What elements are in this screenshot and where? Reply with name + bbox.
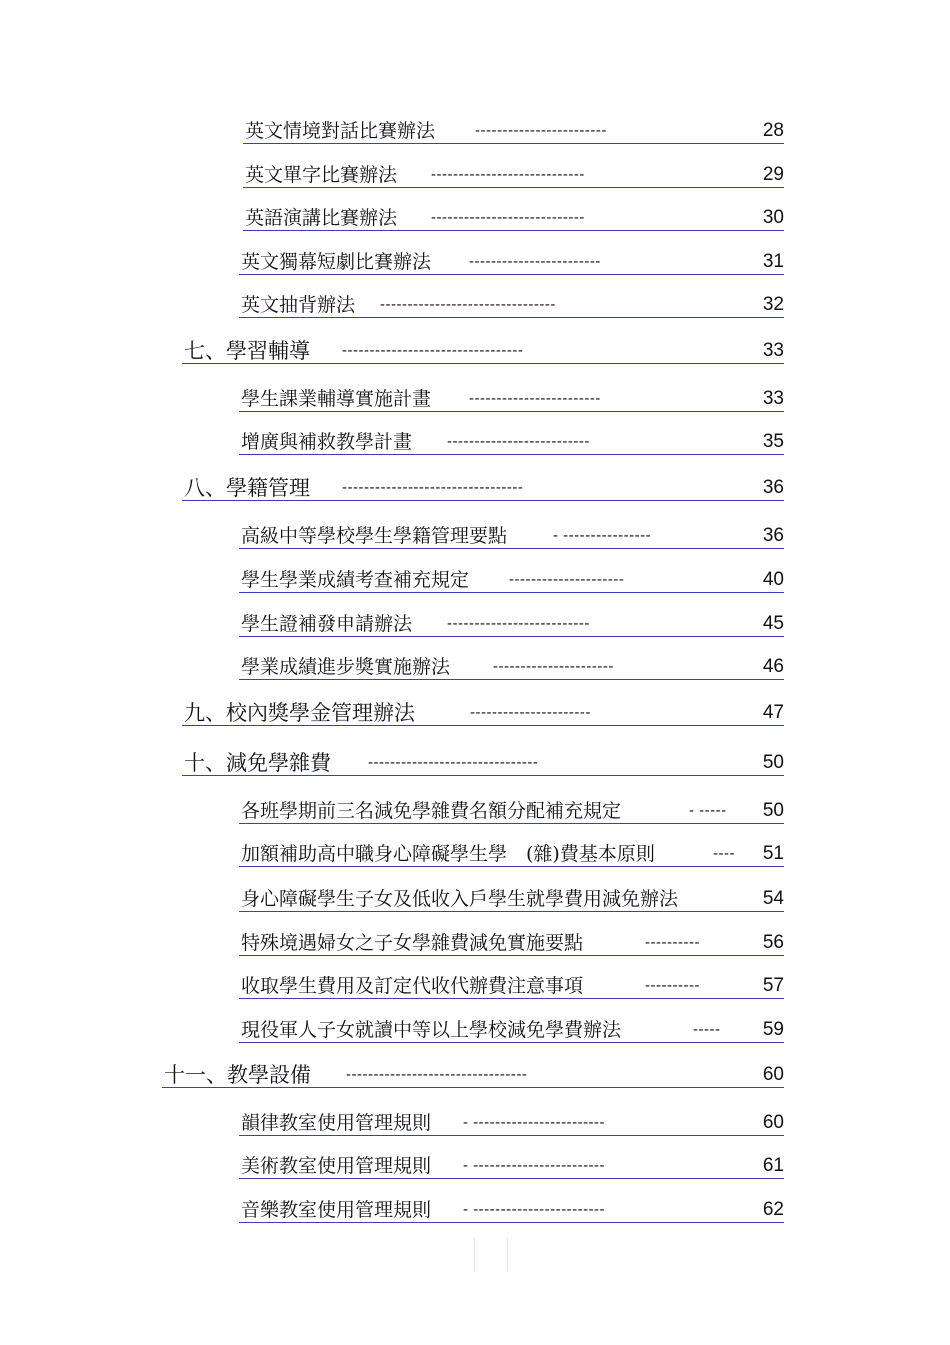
toc-entry-title: 英文抽背辦法	[241, 294, 356, 316]
toc-page-number: 57	[762, 975, 784, 996]
toc-page-number: 36	[762, 477, 784, 498]
toc-entry-title: 加額補助高中職身心障礙學生學 (雜)費基本原則	[241, 843, 655, 865]
toc-entry[interactable]	[239, 384, 784, 412]
toc-page-number: 50	[762, 752, 784, 773]
toc-leader: ----------------------	[470, 704, 591, 721]
toc-leader: ------------------------	[475, 122, 607, 139]
toc-entry[interactable]	[239, 1108, 784, 1136]
toc-page-number: 61	[762, 1155, 784, 1176]
toc-leader: ---------------------------------	[346, 1066, 528, 1083]
toc-leader: --------------------------	[447, 433, 590, 450]
toc-page-number: 29	[762, 164, 784, 185]
toc-page-number: 50	[762, 800, 784, 821]
toc-entry-title: 英語演講比賽辦法	[245, 207, 398, 229]
toc-entry[interactable]	[243, 116, 784, 144]
toc-entry-title: 現役軍人子女就讀中等以上學校減免學費辦法	[241, 1019, 622, 1041]
toc-page-number: 60	[762, 1064, 784, 1085]
toc-leader: -------------------------------	[368, 754, 539, 771]
toc-section-title: 七、學習輔導	[184, 339, 310, 363]
toc-entry-title: 學生學業成績考查補充規定	[241, 569, 470, 591]
toc-page-number: 56	[762, 932, 784, 953]
toc-entry-title: 收取學生費用及訂定代收代辦費注意事項	[241, 975, 584, 997]
toc-page-number: 46	[762, 656, 784, 677]
toc-leader: ----------------------	[493, 658, 614, 675]
toc-page-number: 30	[762, 207, 784, 228]
toc-section[interactable]	[182, 336, 784, 364]
toc-leader: -----	[693, 1021, 721, 1038]
toc-entry[interactable]	[239, 427, 784, 455]
toc-leader: - -----	[689, 802, 727, 819]
page-footer-marks	[474, 1238, 508, 1272]
toc-entry-title: 音樂教室使用管理規則	[241, 1199, 432, 1221]
toc-leader: ------------------------	[469, 390, 601, 407]
toc-leader: - ----------------	[553, 527, 652, 544]
toc-entry[interactable]	[239, 796, 784, 824]
toc-entry[interactable]	[239, 565, 784, 593]
toc-leader: ------------------------	[469, 253, 601, 270]
toc-page-number: 32	[762, 294, 784, 315]
toc-leader: ----------	[645, 977, 700, 994]
toc-page-number: 35	[762, 431, 784, 452]
toc-leader: ----------	[645, 934, 700, 951]
toc-entry-title: 美術教室使用管理規則	[241, 1155, 432, 1177]
toc-page-number: 60	[762, 1112, 784, 1133]
toc-entry[interactable]	[239, 928, 784, 956]
toc-leader: ----------------------------	[431, 209, 585, 226]
toc-entry-title: 學業成績進步獎實施辦法	[241, 656, 451, 678]
toc-entry[interactable]	[239, 1015, 784, 1043]
toc-leader: - ------------------------	[463, 1114, 606, 1131]
toc-entry[interactable]	[243, 203, 784, 231]
toc-entry-title: 學生證補發申請辦法	[241, 613, 413, 635]
toc-leader: ---------------------------------	[342, 479, 524, 496]
toc-leader: ---------------------	[509, 571, 625, 588]
toc-leader: --------------------------------	[380, 296, 556, 313]
toc-entry-title: 英文單字比賽辦法	[245, 164, 398, 186]
toc-section[interactable]	[162, 1060, 784, 1088]
toc-page-number: 28	[762, 120, 784, 141]
toc-entry[interactable]	[239, 1151, 784, 1179]
toc-entry[interactable]	[239, 971, 784, 999]
toc-entry-title: 身心障礙學生子女及低收入戶學生就學費用減免辦法	[241, 888, 679, 910]
toc-entry[interactable]	[239, 609, 784, 637]
toc-page-number: 47	[762, 702, 784, 723]
toc-entry-title: 各班學期前三名減免學雜費名額分配補充規定	[241, 800, 622, 822]
toc-section[interactable]	[182, 473, 784, 501]
toc-page-number: 33	[762, 388, 784, 409]
toc-leader: ----	[713, 845, 735, 862]
toc-page-number: 40	[762, 569, 784, 590]
toc-entry[interactable]	[243, 160, 784, 188]
toc-entry[interactable]	[239, 884, 784, 912]
toc-page-number: 36	[762, 525, 784, 546]
toc-entry[interactable]	[239, 839, 784, 867]
toc-page-number: 33	[762, 340, 784, 361]
toc-page-number: 45	[762, 613, 784, 634]
toc-page-number: 62	[762, 1199, 784, 1220]
toc-entry-title: 特殊境遇婦女之子女學雜費減免實施要點	[241, 932, 584, 954]
toc-entry-title: 英文獨幕短劇比賽辦法	[241, 251, 432, 273]
toc-section-title: 十一、教學設備	[164, 1063, 311, 1087]
toc-leader: - ------------------------	[463, 1201, 606, 1218]
toc-page-number: 51	[762, 843, 784, 864]
toc-entry[interactable]	[239, 1195, 784, 1223]
toc-leader: --------------------------	[447, 615, 590, 632]
toc-entry-title: 增廣與補救教學計畫	[241, 431, 413, 453]
toc-section[interactable]	[182, 698, 784, 726]
toc-page-number: 59	[762, 1019, 784, 1040]
toc-leader: ----------------------------	[431, 166, 585, 183]
toc-entry[interactable]	[239, 247, 784, 275]
toc-entry-title: 英文情境對話比賽辦法	[245, 120, 436, 142]
toc-section-title: 八、學籍管理	[184, 476, 310, 500]
toc-leader: - ------------------------	[463, 1157, 606, 1174]
toc-entry[interactable]	[239, 521, 784, 549]
toc-section-title: 十、減免學雜費	[184, 751, 331, 775]
toc-entry[interactable]	[239, 290, 784, 318]
toc-section-title: 九、校內獎學金管理辦法	[184, 701, 415, 725]
toc-page-number: 31	[762, 251, 784, 272]
toc-entry[interactable]	[239, 652, 784, 680]
toc-leader: ---------------------------------	[342, 342, 524, 359]
toc-page-number: 54	[762, 888, 784, 909]
toc-entry-title: 學生課業輔導實施計畫	[241, 388, 432, 410]
toc-entry-title: 高級中等學校學生學籍管理要點	[241, 525, 508, 547]
toc-entry-title: 韻律教室使用管理規則	[241, 1112, 432, 1134]
toc-section[interactable]	[182, 748, 784, 776]
